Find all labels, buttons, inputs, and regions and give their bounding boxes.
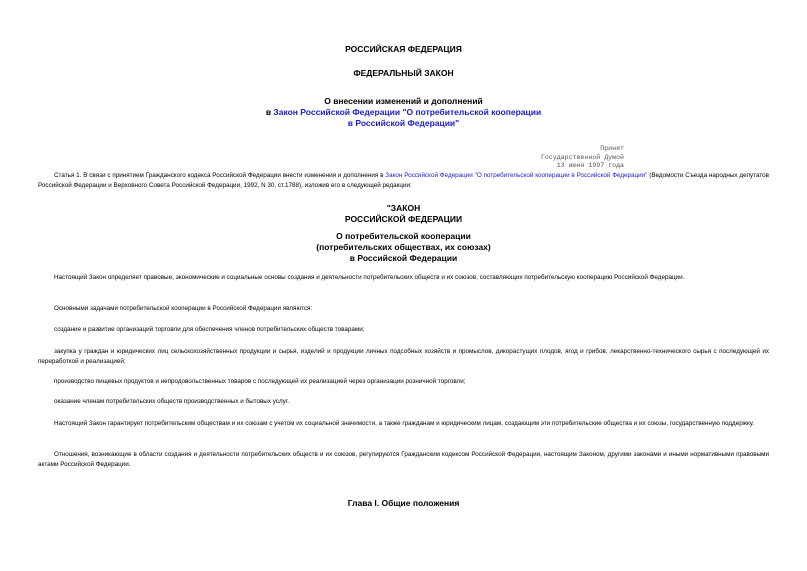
- law-subtitle-line3: в Российской Федерации: [349, 253, 458, 263]
- document-title-line1: О внесении изменений и дополнений: [324, 96, 483, 106]
- adoption-note-line3: 13 июня 1997 года: [556, 162, 624, 169]
- amended-law-link[interactable]: Закон Российской Федерации "О потребительской кооперации: [273, 107, 542, 117]
- document-title: [0, 96, 807, 129]
- law-subtitle-line1: О потребительской кооперации: [336, 231, 471, 241]
- article-1-text-after: (Ведомости Съезда народных депутатов Российской Федерации и Верховного Совета Российской Федерации, 1992, N 30, ст.1788), изложив его в следующей редакции:: [38, 172, 769, 189]
- paragraph-task-services: оказание членам потребительских обществ производственных и бытовых услуг.: [54, 398, 290, 405]
- paragraph-tasks: Основными задачами потребительской кооперации в Российской Федерации являются:: [54, 305, 313, 312]
- law-type-heading: ФЕДЕРАЛЬНЫЙ ЗАКОН: [353, 68, 454, 78]
- chapter-heading: Глава I. Общие положения: [347, 498, 460, 508]
- adoption-note: [541, 145, 624, 171]
- country-heading: РОССИЙСКАЯ ФЕДЕРАЦИЯ: [345, 44, 462, 54]
- law-subtitle: [0, 231, 807, 264]
- amended-law-link-continued[interactable]: в Российской Федерации": [347, 118, 460, 128]
- adoption-note-line2: Государственной Думой: [540, 153, 624, 161]
- paragraph-task-trade: создание и развитие организаций торговли для обеспечения членов потребительских обществ товарами;: [54, 326, 365, 333]
- law-heading-line2: РОССИЙСКОЙ ФЕДЕРАЦИИ: [344, 214, 463, 224]
- paragraph-intro: Настоящий Закон определяет правовые, экономические и социальные основы создания и деятельности потребительских обществ и их союзов, составляющих потребительскую кооперацию Российской Федерации.: [54, 274, 685, 281]
- law-heading: [0, 203, 807, 225]
- law-heading-line1: "ЗАКОН: [386, 203, 421, 213]
- article-1-paragraph: [38, 171, 769, 190]
- article-1-law-link[interactable]: Закон Российской Федерации "О потребительской кооперации в Российской Федерации": [385, 172, 648, 179]
- article-1-text-before: Статья 1. В связи с принятием Гражданского кодекса Российской Федерации внести изменения и дополнения в: [54, 172, 386, 179]
- paragraph-guarantee: Настоящий Закон гарантирует потребительским обществам и их союзам с учетом их социальной значимости, а также гражданам и юридическим лицам, создающим эти потребительские общества и их союзы, государственную поддержку.: [54, 420, 755, 427]
- adoption-note-line1: Принят: [600, 145, 624, 152]
- document-title-prefix: в: [265, 107, 274, 117]
- paragraph-task-production: производство пищевых продуктов и непродовольственных товаров с последующей их реализацией через организации розничной торговли;: [54, 378, 466, 385]
- paragraph-task-purchase: закупка у граждан и юридических лиц сельскохозяйственных продукции и сырья, изделий и продукции личных подсобных хозяйств и промыслов, дикорастущих плодов, ягод и грибов, лекарственно-технического сырья с последующей их переработкой и реализацией;: [38, 348, 769, 365]
- document-title-line2: [0, 107, 807, 118]
- law-subtitle-line2: (потребительских обществах, их союзах): [316, 242, 491, 252]
- paragraph-regulation: Отношения, возникающие в области создания и деятельности потребительских обществ и их союзов, регулируются Гражданским кодексом Российской Федерации, настоящим Законом, другими законами и иными нормативными правовыми актами Российской Федерации.: [38, 451, 769, 468]
